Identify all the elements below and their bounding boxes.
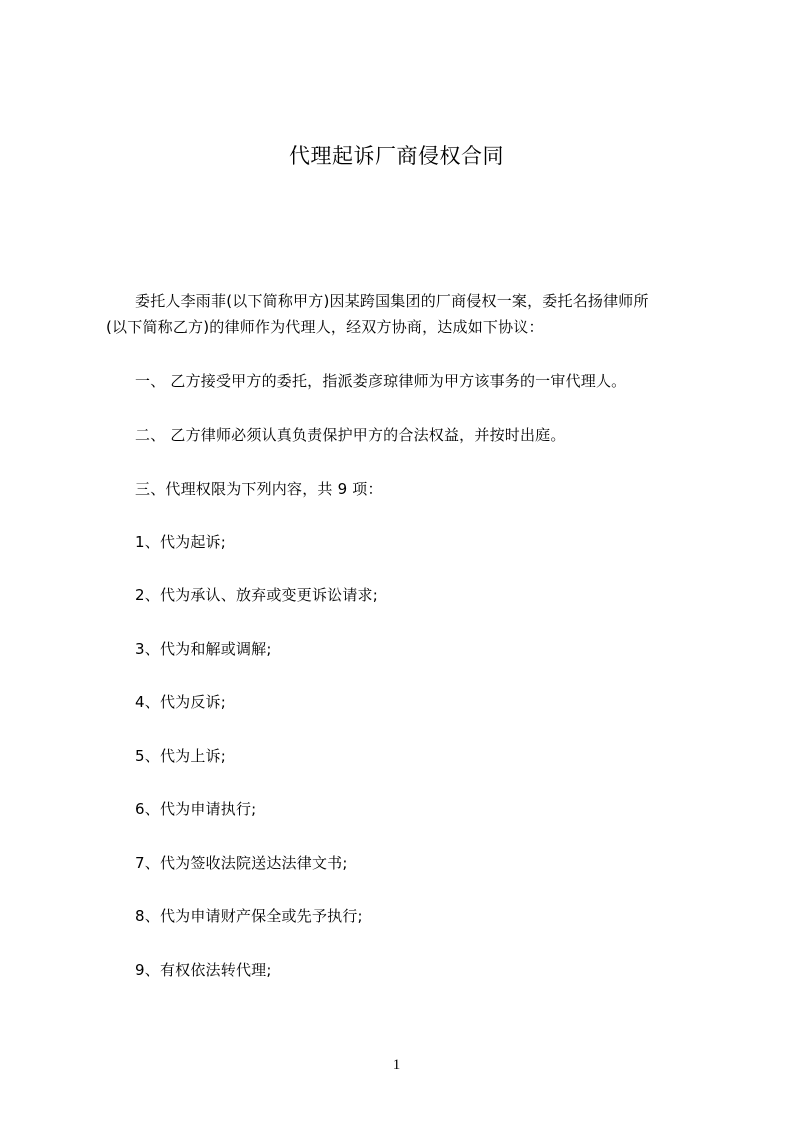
authority-item: 1、代为起诉; [135, 533, 226, 551]
authority-item: 4、代为反诉; [135, 693, 226, 711]
authority-item: 8、代为申请财产保全或先予执行; [135, 907, 363, 925]
clause-1: 一、 乙方接受甲方的委托，指派娄彦琼律师为甲方该事务的一审代理人。 [135, 372, 627, 390]
authority-item: 6、代为申请执行; [135, 800, 257, 818]
authority-item: 9、有权依法转代理; [135, 961, 272, 979]
document-title: 代理起诉厂商侵权合同 [289, 144, 504, 168]
authority-item: 5、代为上诉; [135, 747, 226, 765]
intro-line-1: 委托人李雨菲(以下简称甲方)因某跨国集团的厂商侵权一案，委托名扬律师所 [135, 292, 649, 310]
page-number: 1 [392, 1057, 401, 1073]
clause-3: 三、代理权限为下列内容，共 9 项： [135, 480, 383, 498]
authority-item: 7、代为签收法院送达法律文书; [135, 854, 348, 872]
clause-2: 二、 乙方律师必须认真负责保护甲方的合法权益，并按时出庭。 [135, 426, 566, 444]
intro-line-2: (以下简称乙方)的律师作为代理人，经双方协商，达成如下协议： [106, 318, 544, 336]
authority-item: 2、代为承认、放弃或变更诉讼请求; [135, 586, 378, 604]
authority-item: 3、代为和解或调解; [135, 640, 272, 658]
